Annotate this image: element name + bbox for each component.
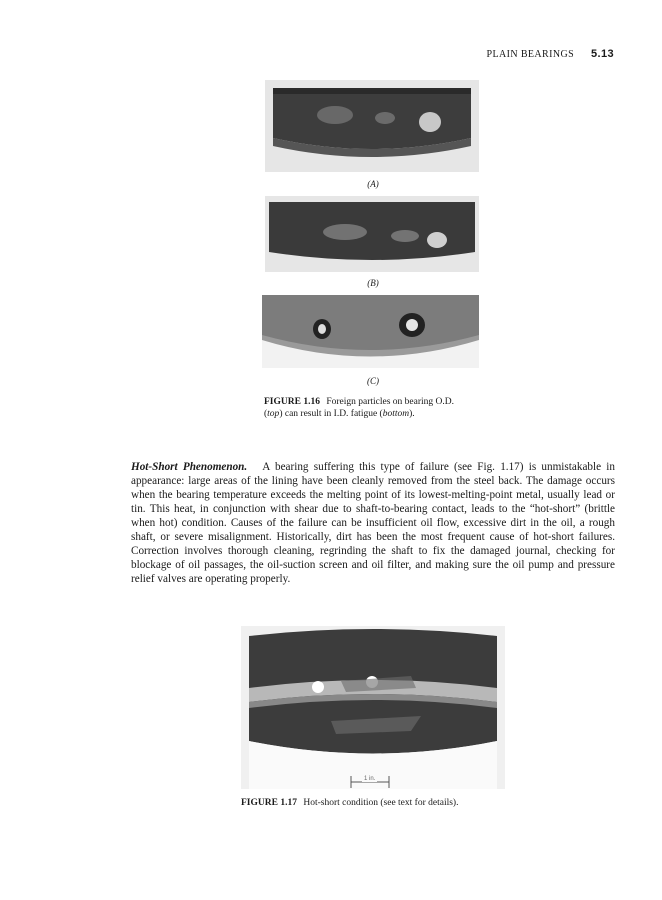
figure-1-16-photo-b (265, 196, 479, 272)
figure-1-16-label-b: (B) (367, 278, 379, 288)
figure-1-16-photo-c (262, 295, 479, 368)
figure-1-16-label-a: (A) (367, 179, 379, 189)
hot-short-paragraph (131, 460, 615, 586)
figure-1-16-caption-text-1: Foreign particles on bearing O.D. (326, 397, 455, 407)
figure-1-17-caption-text: Hot-short condition (see text for details). (303, 798, 459, 808)
figure-1-17-caption (241, 797, 521, 809)
figure-1-17-scale-label: 1 in. (364, 776, 376, 782)
figure-1-17-photo (241, 626, 505, 789)
hot-short-heading: Hot-Short Phenomenon. (131, 461, 248, 473)
figure-1-16-caption-bottom: bottom (382, 409, 410, 419)
running-head (487, 48, 614, 60)
figure-1-16-label-c: (C) (367, 376, 379, 386)
hot-short-text: A bearing suffering this type of failure (see Fig. 1.17) is unmistakable in appearance: large areas of the lining have been cleanly removed from the steel back. The damage occurs when the bearing temperature exceeds the melting point of its lowest-melting-point metal, usually lead or tin. This heat, in conjunction with shear due to shaft-to-bearing contact, leads to the “hot-short” (brittle when hot) condition. Causes of the failure can be insufficient oil flow, excessive dirt in the oil, a rough shaft, or severe misalignment. Historically, dirt has been the most frequent cause of hot-short failures. Correction involves thorough cleaning, regrinding the shaft to fix the damaged journal, checking for blockage of oil passages, the oil-suction screen and oil filter, and making sure the oil pump and pressure relief valves are operating properly. (131, 461, 616, 585)
figure-1-16-photo-a (265, 80, 479, 172)
figure-1-16-caption (264, 396, 484, 420)
figure-1-17-number: FIGURE 1.17 (241, 798, 297, 808)
page-number: 5.13 (590, 48, 614, 60)
figure-1-16-number: FIGURE 1.16 (264, 397, 320, 407)
figure-1-16-caption-top: top (267, 409, 280, 419)
figure-1-16-caption-text-3: ). (409, 409, 415, 419)
running-head-section: PLAIN BEARINGS (486, 49, 575, 60)
figure-1-16-caption-text-2: ) can result in I.D. fatigue ( (279, 409, 383, 419)
figure-1-16-caption-paren: ( (264, 409, 268, 419)
